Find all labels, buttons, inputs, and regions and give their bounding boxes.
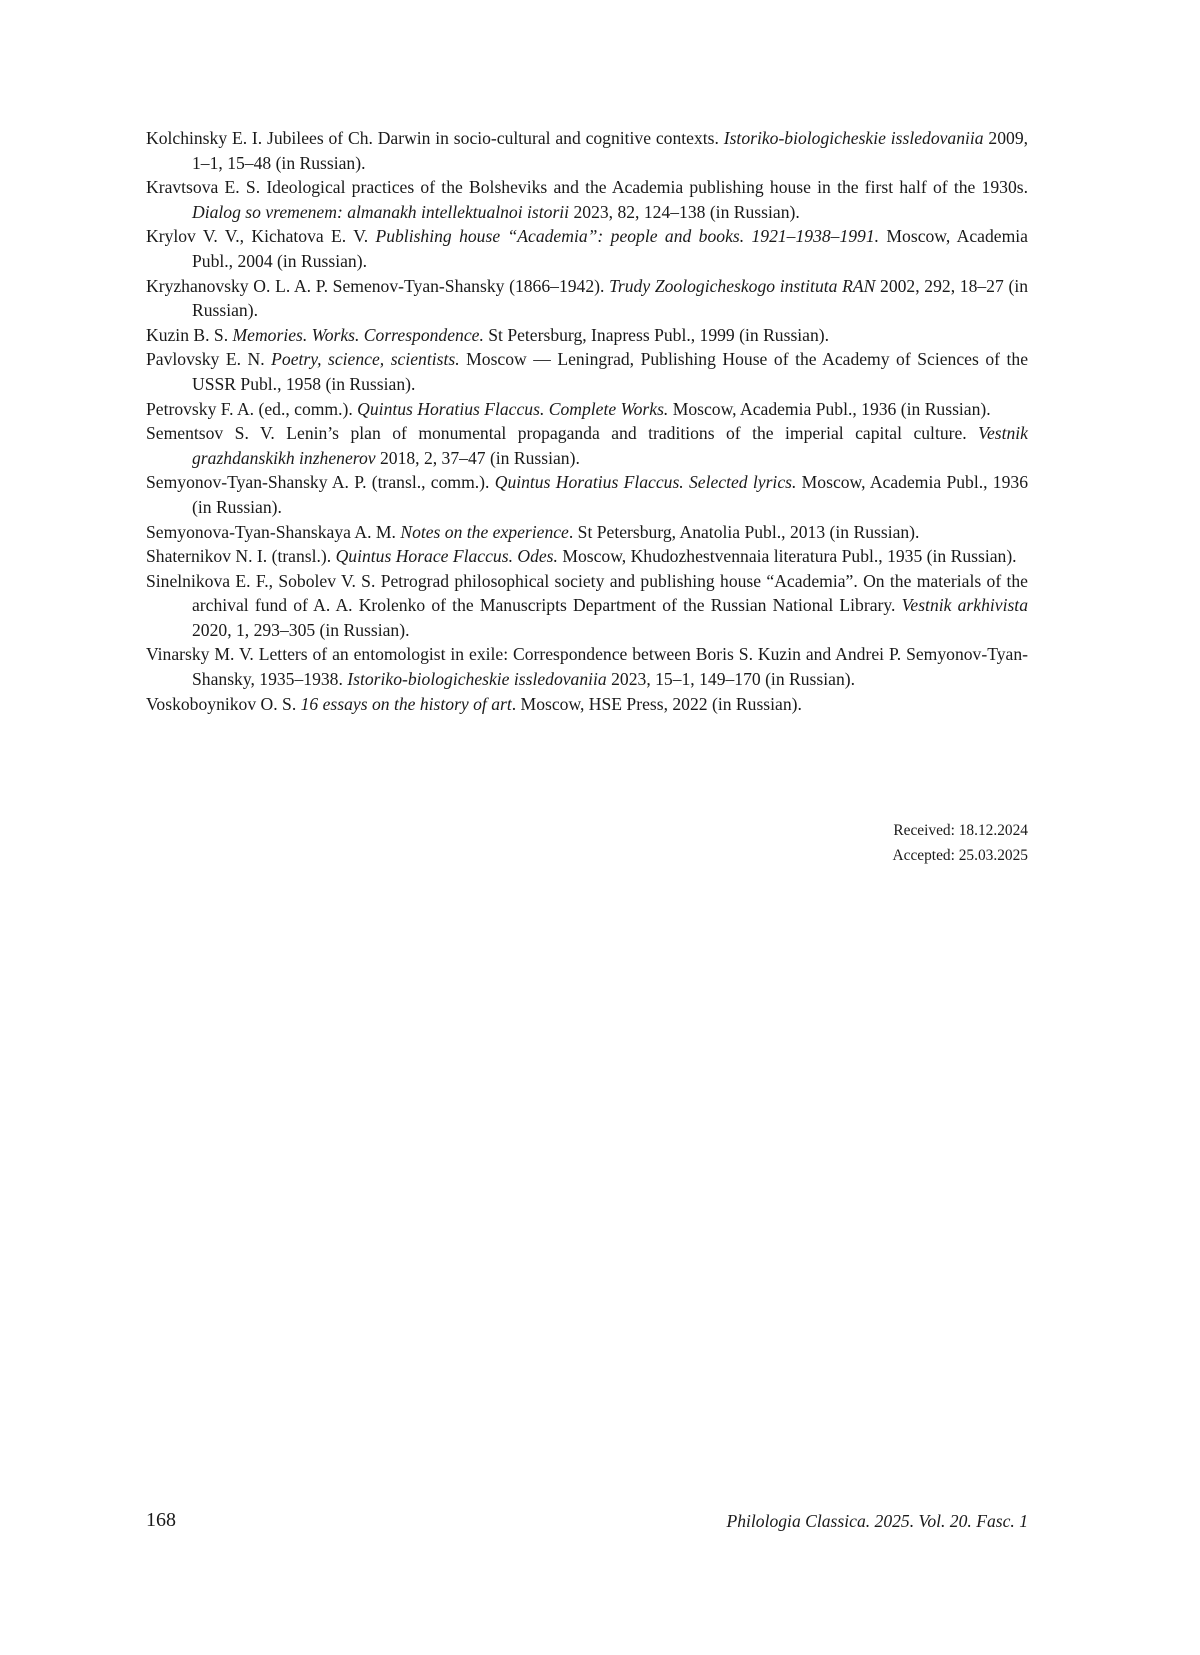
reference-entry <box>146 323 1028 348</box>
reference-entry <box>146 421 1028 470</box>
reference-text: Pavlovsky E. N. <box>146 349 272 370</box>
reference-text: Krylov V. V., Kichatova E. V. <box>146 226 376 247</box>
reference-title: Quintus Horace Flaccus. Odes. <box>335 546 558 567</box>
reference-text: Shaternikov N. I. (transl.). <box>146 546 336 567</box>
reference-text: Semyonov-Tyan-Shansky A. P. (transl., comm.). <box>146 472 495 493</box>
reference-title: Memories. Works. Correspondence. <box>232 324 484 345</box>
reference-title: Publishing house “Academia”: people and books. 1921–1938–1991. <box>375 226 880 247</box>
reference-text: Moscow, Khudozhestvennaia literatura Publ., 1935 (in Russian). <box>557 546 1017 567</box>
reference-entry <box>146 642 1028 691</box>
reference-title: Vestnik arkhivista <box>901 595 1028 616</box>
reference-text: 2002, 292, 18–27 (in Russian). <box>192 275 1029 321</box>
reference-text: St Petersburg, Inapress Publ., 1999 (in Russian). <box>483 324 830 345</box>
reference-text: Semyonova-Tyan-Shanskaya A. M. <box>146 521 401 542</box>
received-date: Received: 18.12.2024 <box>893 822 1028 839</box>
reference-title: Istoriko-biologicheskie issledovaniia <box>723 128 984 148</box>
reference-entry <box>146 692 1028 717</box>
reference-entry <box>146 274 1028 323</box>
reference-entry <box>146 544 1028 569</box>
journal-citation: Philologia Classica. 2025. Vol. 20. Fasc. 1 <box>726 1511 1028 1531</box>
reference-entry <box>146 569 1028 643</box>
reference-text: 2018, 2, 37–47 (in Russian). <box>375 447 580 468</box>
reference-text: Petrovsky F. A. (ed., comm.). <box>146 398 358 419</box>
reference-text: Kolchinsky E. I. Jubilees of Ch. Darwin in socio-cultural and cognitive contexts. <box>146 128 724 148</box>
reference-title: Poetry, science, scientists. <box>271 349 460 370</box>
reference-title: Trudy Zoologicheskogo instituta RAN <box>609 275 876 296</box>
reference-text: . St Petersburg, Anatolia Publ., 2013 (in Russian). <box>568 521 920 542</box>
reference-text: . Moscow, HSE Press, 2022 (in Russian). <box>511 693 802 714</box>
reference-entry <box>146 126 1028 175</box>
reference-text: Moscow, Academia Publ., 1936 (in Russian). <box>668 398 991 419</box>
reference-text: Kuzin B. S. <box>146 324 233 345</box>
article-dates <box>146 818 1028 868</box>
reference-title: Notes on the experience <box>400 521 569 542</box>
reference-entry <box>146 347 1028 396</box>
page-number: 168 <box>146 1509 176 1531</box>
reference-text: Moscow, Academia Publ., 2004 (in Russian). <box>192 226 1028 271</box>
reference-entry <box>146 397 1028 422</box>
accepted-date: Accepted: 25.03.2025 <box>892 847 1028 864</box>
reference-text: 2020, 1, 293–305 (in Russian). <box>192 619 410 640</box>
reference-text: Moscow, Academia Publ., 1936 (in Russian). <box>192 472 1028 517</box>
reference-text: Vinarsky M. V. Letters of an entomologist in exile: Correspondence between Boris S. Kuzin and Andrei P. Semyonov-Tyan-Shansky, 1935–1938. <box>146 644 1028 690</box>
reference-text: Sinelnikova E. F., Sobolev V. S. Petrograd philosophical society and publishing house “Academia”. On the materials of the archival fund of A. A. Krolenko of the Manuscripts Department of the Russian National Library. <box>146 570 1028 616</box>
reference-text: 2023, 82, 124–138 (in Russian). <box>569 201 800 222</box>
reference-entry <box>146 470 1028 519</box>
reference-entry <box>146 224 1028 273</box>
reference-text: Voskoboynikov O. S. <box>146 693 301 714</box>
reference-list <box>146 126 1028 716</box>
reference-title: Vestnik grazhdanskikh inzhenerov <box>192 423 1028 468</box>
reference-title: 16 essays on the history of art <box>300 693 512 714</box>
reference-text: Kryzhanovsky O. L. A. P. Semenov-Tyan-Shansky (1866–1942). <box>146 275 610 296</box>
reference-entry <box>146 520 1028 545</box>
reference-text: 2009, 1–1, 15–48 (in Russian). <box>192 128 1029 173</box>
reference-text: Sementsov S. V. Lenin’s plan of monumental propaganda and traditions of the imperial capital culture. <box>146 423 979 444</box>
reference-text: Kravtsova E. S. Ideological practices of the Bolsheviks and the Academia publishing house in the first half of the 1930s. <box>146 177 1028 198</box>
reference-title: Dialog so vremenem: almanakh intellektualnoi istorii <box>192 201 570 222</box>
page-footer <box>146 1505 1028 1535</box>
reference-title: Istoriko-biologicheskie issledovaniia <box>347 669 607 690</box>
reference-title: Quintus Horatius Flaccus. Complete Works. <box>357 398 669 419</box>
reference-text: 2023, 15–1, 149–170 (in Russian). <box>606 669 855 690</box>
reference-entry <box>146 175 1028 224</box>
reference-text: Moscow — Leningrad, Publishing House of the Academy of Sciences of the USSR Publ., 1958 (in Russian). <box>192 349 1028 394</box>
reference-title: Quintus Horatius Flaccus. Selected lyrics. <box>494 472 797 493</box>
